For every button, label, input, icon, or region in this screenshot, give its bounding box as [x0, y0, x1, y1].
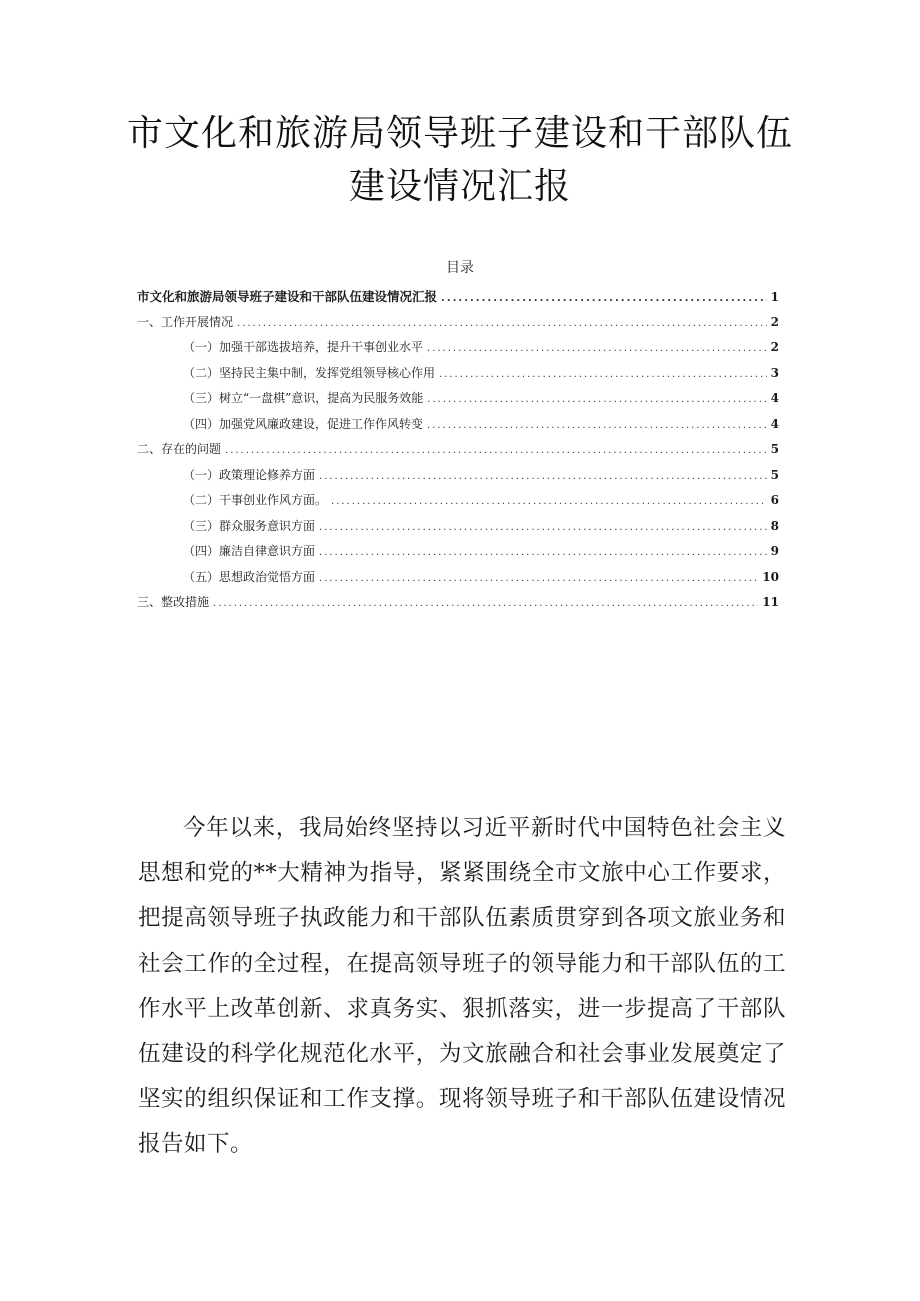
- toc-entry-label: （二）坚持民主集中制，发挥党组领导核心作用: [183, 365, 436, 380]
- document-title-line-2: 建设情况汇报: [348, 166, 571, 207]
- toc-entry-label: （三）群众服务意识方面: [183, 518, 316, 533]
- table-of-contents: [137, 284, 779, 616]
- toc-entry-label: （五）思想政治觉悟方面: [183, 569, 316, 584]
- toc-entry-page: 4: [770, 416, 779, 431]
- toc-leader-dots: [439, 362, 767, 388]
- toc-entry-label: （三）树立“一盘棋”意识，提高为民服务效能: [183, 391, 424, 405]
- toc-entry-section-1-1[interactable]: [137, 335, 779, 361]
- toc-entry-page: 9: [770, 544, 779, 558]
- toc-entry-page: 6: [770, 493, 779, 507]
- toc-leader-dots: [237, 311, 767, 337]
- toc-leader-dots: [319, 566, 758, 592]
- toc-entry-section-2-2[interactable]: [137, 488, 779, 514]
- toc-entry-section-2-4[interactable]: [137, 539, 779, 565]
- toc-leader-dots: [225, 438, 767, 464]
- toc-leader-dots: [427, 336, 767, 362]
- toc-entry-label: （四）加强党风廉政建设，促进工作作风转变: [183, 416, 424, 431]
- toc-heading: 目录: [446, 260, 474, 276]
- toc-entry-page: 11: [762, 595, 779, 609]
- toc-leader-dots: [441, 286, 767, 312]
- toc-entry-section-1-2[interactable]: [137, 361, 779, 387]
- toc-leader-dots: [427, 387, 766, 413]
- toc-entry-section-2[interactable]: [137, 437, 779, 463]
- toc-leader-dots: [331, 489, 767, 515]
- toc-entry-page: 5: [770, 442, 779, 456]
- toc-entry-label: 二、存在的问题: [137, 442, 222, 456]
- toc-entry-section-1[interactable]: [137, 310, 779, 336]
- toc-entry-section-3[interactable]: [137, 590, 779, 616]
- toc-entry-page: 3: [770, 365, 779, 380]
- toc-entry-page: 5: [770, 467, 779, 482]
- toc-entry-label: （四）廉洁自律意识方面: [183, 544, 316, 558]
- document-title-line-1: 市文化和旅游局领导班子建设和干部队伍: [126, 113, 793, 154]
- toc-entry-section-1-4[interactable]: [137, 412, 779, 438]
- toc-entry-label: 一、工作开展情况: [137, 314, 234, 329]
- toc-entry-label: （一）加强干部选拔培养，提升干事创业水平: [183, 340, 424, 354]
- toc-entry-label: 三、整改措施: [137, 595, 210, 609]
- toc-entry-label: 市文化和旅游局领导班子建设和干部队伍建设情况汇报: [137, 289, 438, 304]
- toc-entry-page: 8: [770, 518, 779, 533]
- toc-entry-page: 10: [762, 569, 779, 584]
- intro-paragraph: 今年以来，我局始终坚持以习近平新时代中国特色社会主义思想和党的**大精神为指导，紧紧围绕全市文旅中心工作要求，把提高领导班子执政能力和干部队伍素质贯穿到各项文旅业务和社会工作的全过程，在提高领导班子的领导能力和干部队伍的工作水平上改革创新、求真务实、狠抓落实，进一步提高了干部队伍建设的科学化规范化水平，为文旅融合和社会事业发展奠定了坚实的组织保证和工作支撑。现将领导班子和干部队伍建设情况报告如下。: [138, 815, 786, 1158]
- toc-leader-dots: [319, 515, 767, 541]
- toc-entry-page: 2: [770, 340, 779, 354]
- toc-leader-dots: [319, 540, 767, 566]
- toc-leader-dots: [213, 591, 758, 617]
- toc-entry-report-title[interactable]: [137, 284, 779, 310]
- toc-entry-section-2-5[interactable]: [137, 565, 779, 591]
- toc-entry-page: 2: [770, 314, 779, 329]
- toc-entry-section-1-3[interactable]: [137, 386, 779, 412]
- toc-entry-page: 1: [770, 290, 779, 304]
- toc-entry-section-2-1[interactable]: [137, 463, 779, 489]
- toc-leader-dots: [427, 413, 767, 439]
- toc-leader-dots: [319, 464, 767, 490]
- toc-entry-label: （二）干事创业作风方面。: [183, 493, 328, 507]
- toc-entry-page: 4: [770, 391, 779, 405]
- toc-entry-section-2-3[interactable]: [137, 514, 779, 540]
- toc-entry-label: （一）政策理论修养方面: [183, 467, 316, 482]
